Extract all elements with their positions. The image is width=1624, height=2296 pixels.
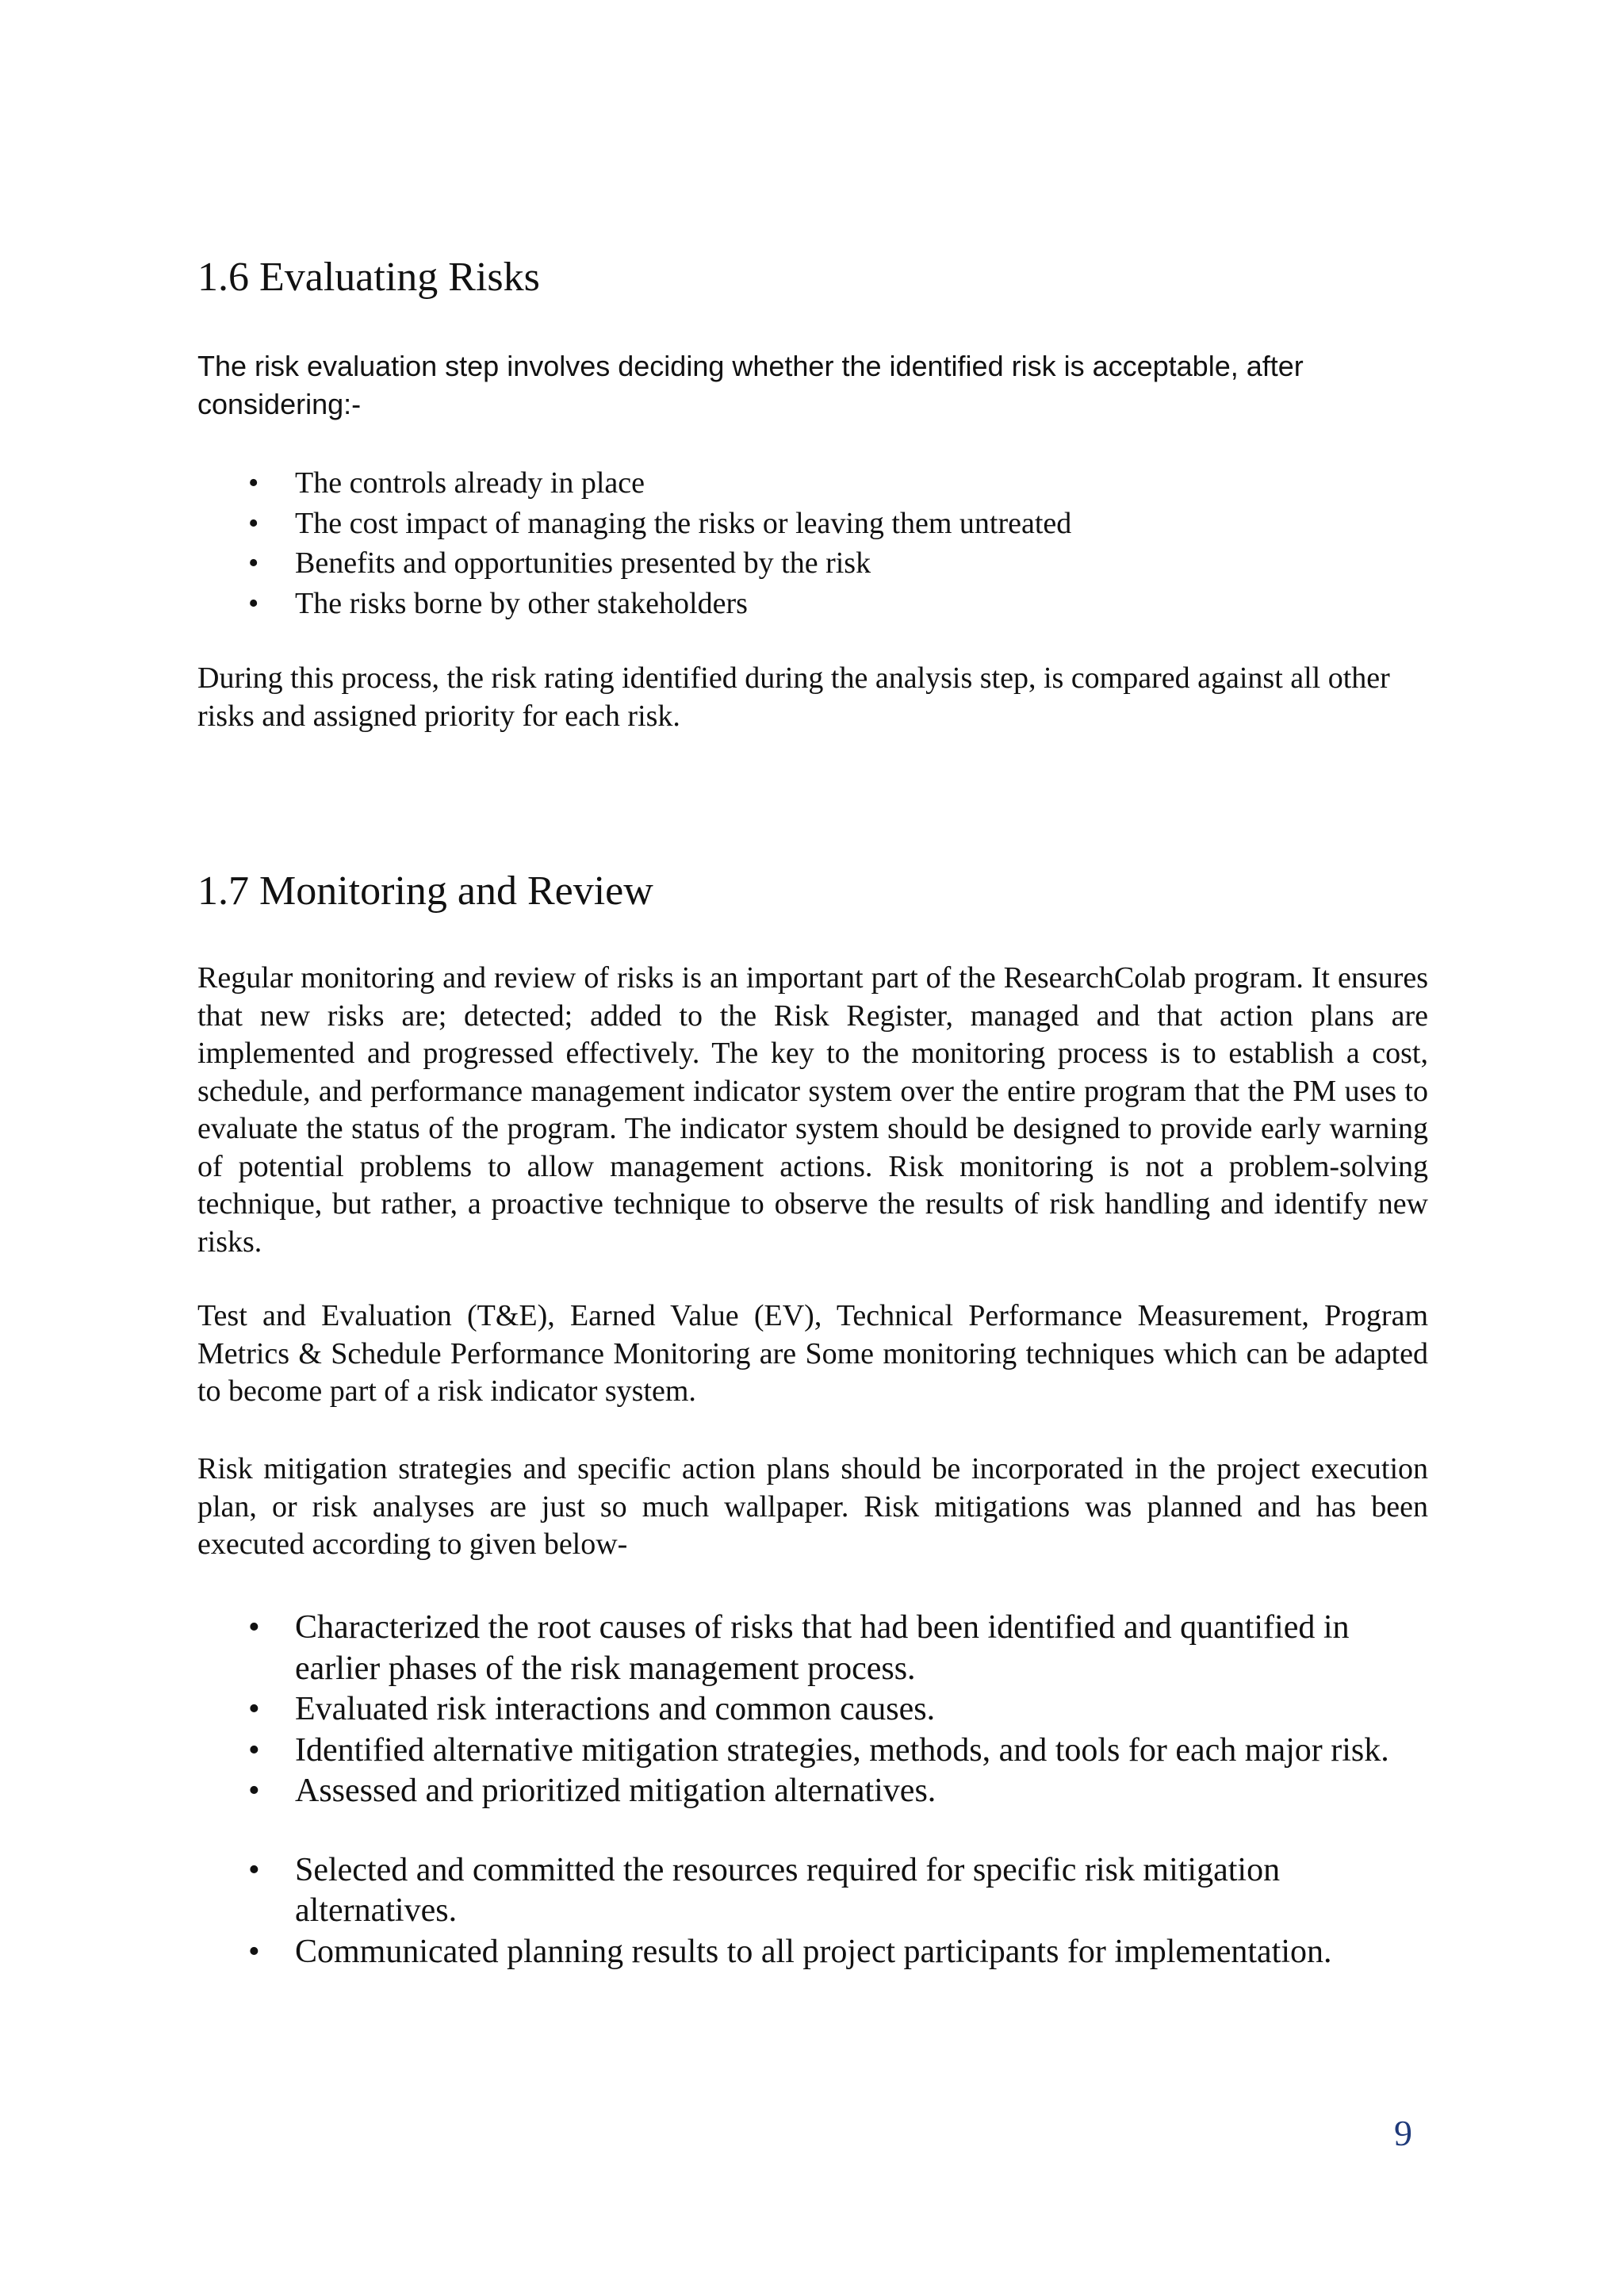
bullet-icon: • — [248, 1851, 260, 1888]
bullet-icon: • — [248, 1773, 260, 1809]
bullet-icon: • — [248, 546, 259, 580]
list-item: • The cost impact of managing the risks or leaving them untreated — [197, 504, 1428, 544]
bullet-icon: • — [248, 466, 259, 500]
section-heading-evaluating-risks: 1.6 Evaluating Risks — [197, 255, 540, 300]
evaluating-risks-closing: During this process, the risk rating identified during the analysis step, is compared against all other risks and assigned priority for each risk. — [197, 661, 1390, 733]
bullet-icon: • — [248, 1609, 260, 1646]
bullet-icon: • — [248, 506, 259, 540]
bullet-icon: • — [248, 1933, 260, 1970]
page-number: 9 — [1394, 2113, 1412, 2153]
considerations-list — [197, 463, 1428, 623]
mitigation-steps-list — [197, 1608, 1434, 1972]
list-item: • Benefits and opportunities presented by the risk — [197, 543, 1428, 584]
list-item: • Characterized the root causes of risks that had been identified and quantified in earlier phases of the risk management process. — [248, 1609, 1350, 1687]
list-item: • Communicated planning results to all project participants for implementation. — [197, 1932, 1434, 1973]
list-item: • Evaluated risk interactions and common causes. — [197, 1689, 1434, 1731]
list-item: • The controls already in place — [197, 463, 1428, 504]
monitoring-paragraph-2: Test and Evaluation (T&E), Earned Value (EV), Technical Performance Measurement, Program Metrics & Schedule Performance Monitoring are Some monitoring techniques which can be adapted to become part of a risk indicator system. — [197, 1299, 1428, 1408]
list-item: • Assessed and prioritized mitigation alternatives. — [197, 1771, 1434, 1812]
evaluating-risks-intro: The risk evaluation step involves deciding whether the identified risk is acceptable, after considering:- — [197, 350, 1304, 420]
monitoring-paragraph-1: Regular monitoring and review of risks is an important part of the ResearchColab program. It ensures that new risks are; detected; added to the Risk Register, managed and that action plans are implemented and progressed effectively. The key to the monitoring process is to establish a cost, schedule, and performance management indicator system over the entire program that the PM uses to evaluate the status of the program. The indicator system should be designed to provide early warning of potential problems to allow management actions. Risk monitoring is not a problem-solving technique, but rather, a proactive technique to observe the results of risk handling and identify new risks. — [197, 961, 1428, 1259]
bullet-icon: • — [248, 1691, 260, 1727]
section-heading-monitoring-review: 1.7 Monitoring and Review — [197, 868, 653, 914]
list-item: • Identified alternative mitigation strategies, methods, and tools for each major risk. — [197, 1731, 1434, 1772]
bullet-icon: • — [248, 586, 259, 620]
monitoring-paragraph-3: Risk mitigation strategies and specific action plans should be incorporated in the project execution plan, or risk analyses are just so much wallpaper. Risk mitigations was planned and has been executed according to given below- — [197, 1452, 1428, 1561]
list-item: • The risks borne by other stakeholders — [197, 584, 1428, 624]
list-item: • Selected and committed the resources required for specific risk mitigation alternatives. — [248, 1851, 1281, 1929]
bullet-icon: • — [248, 1731, 260, 1769]
